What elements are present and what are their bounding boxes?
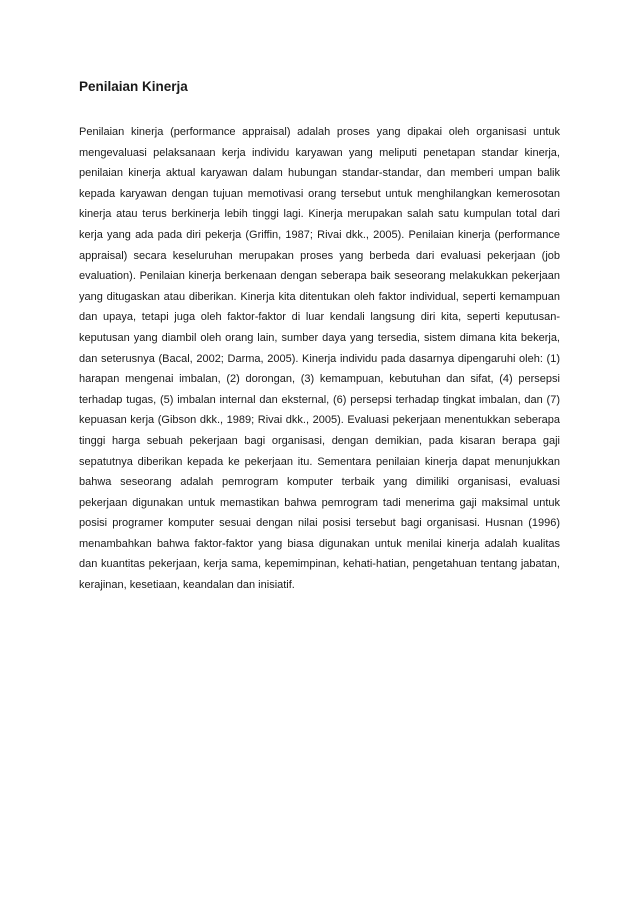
body-paragraph: Penilaian kinerja (performance appraisal) adalah proses yang dipakai oleh organisasi untuk mengevaluasi pelaksanaan kerja individu karyawan yang meliputi penetapan standar kinerja, penilaian kinerja aktual karyawan dalam hubungan standar-standar, dan memberi umpan balik kepada karyawan dengan tujuan memotivasi orang tersebut untuk menghilangkan kemerosotan kinerja atau terus berkinerja lebih tinggi lagi. Kinerja merupakan salah satu kumpulan total dari kerja yang ada pada diri pekerja (Griffin, 1987; Rivai dkk., 2005). Penilaian kinerja (performance appraisal) secara keseluruhan merupakan proses yang berbeda dari evaluasi pekerjaan (job evaluation). Penilaian kinerja berkenaan dengan seberapa baik seseorang melakukkan pekerjaan yang ditugaskan atau diberikan. Kinerja kita ditentukan oleh faktor individual, seperti kemampuan dan upaya, tetapi juga oleh faktor-faktor di luar kendali langsung diri kita, seperti keputusan-keputusan yang diambil oleh orang lain, sumber daya yang tersedia, sistem dimana kita bekerja, dan seterusnya (Bacal, 2002; Darma, 2005). Kinerja individu pada dasarnya dipengaruhi oleh: (1) harapan mengenai imbalan, (2) dorongan, (3) kemampuan, kebutuhan dan sifat, (4) persepsi terhadap tugas, (5) imbalan internal dan eksternal, (6) persepsi terhadap tingkat imbalan, dan (7) kepuasan kerja (Gibson dkk., 1989; Rivai dkk., 2005). Evaluasi pekerjaan menentukkan seberapa tinggi harga sebuah pekerjaan bagi organisasi, dengan demikian, pada kisaran berapa gaji sepatutnya diberikan kepada ke pekerjaan itu. Sementara penilaian kinerja dapat menunjukkan bahwa seseorang adalah pemrogram komputer terbaik yang dimiliki organisasi, evaluasi pekerjaan digunakan untuk memastikan bahwa pemrogram tadi menerima gaji maksimal untuk posisi programer komputer sesuai dengan nilai posisi tersebut bagi organisasi. Husnan (1996) menambahkan bahwa faktor-faktor yang biasa digunakan untuk menilai kinerja adalah kualitas dan kuantitas pekerjaan, kerja sama, kepemimpinan, kehati-hatian, pengetahuan tentang jabatan, kerajinan, kesetiaan, keandalan dan inisiatif. [79, 126, 560, 592]
document-title: Penilaian Kinerja [79, 79, 188, 94]
document-content [79, 78, 560, 596]
